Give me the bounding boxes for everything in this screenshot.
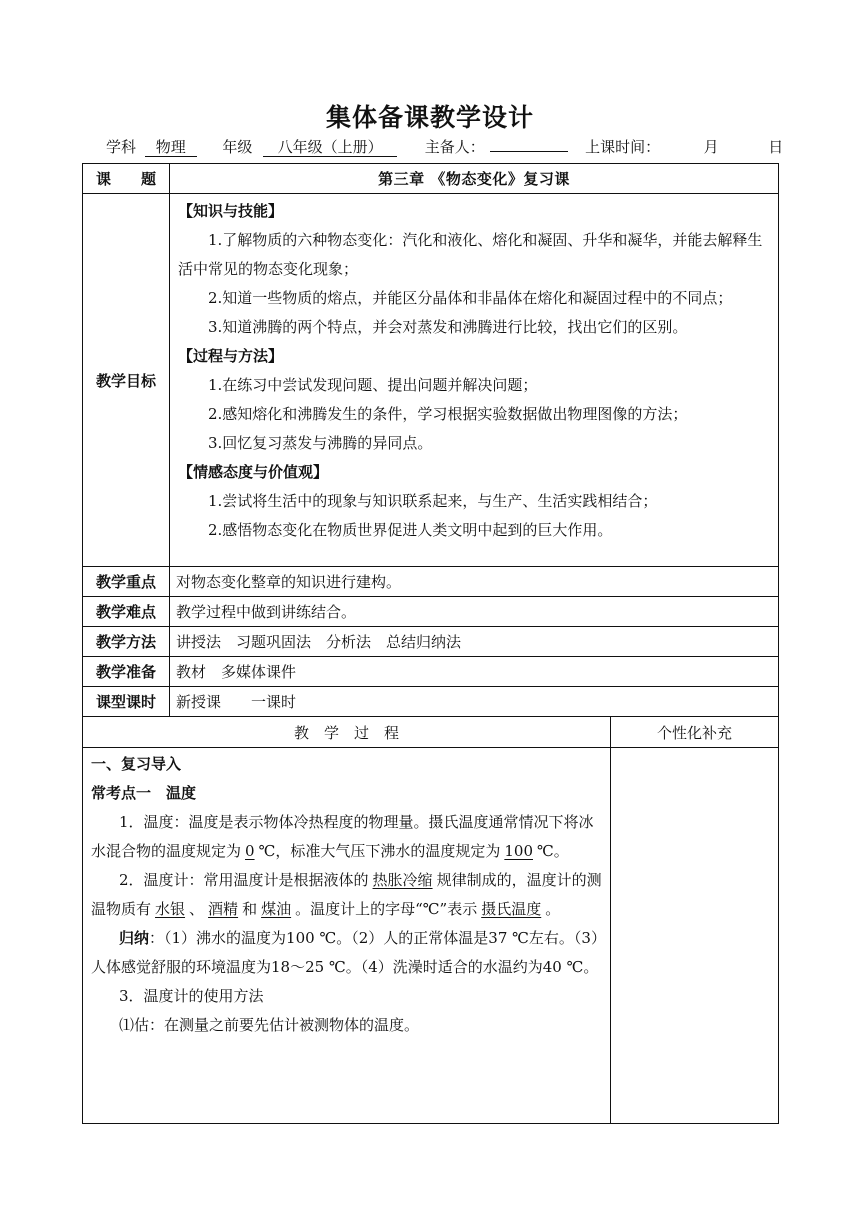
values-heading: 【情感态度与价值观】	[178, 463, 329, 481]
process-heading: 【过程与方法】	[178, 347, 284, 365]
method-label: 教学方法	[83, 627, 170, 657]
lesson-type-label: 课型课时	[83, 687, 170, 717]
summary-label: 归纳	[119, 929, 150, 947]
method-row	[83, 627, 779, 657]
values-item-1: 1.尝试将生活中的现象与知识联系起来，与生产、生活实践相结合；	[208, 492, 658, 510]
grade-label: 年级	[222, 138, 253, 156]
answer-blank: 酒精	[208, 900, 239, 918]
answer-blank: 水银	[155, 900, 186, 918]
grade-value: 八年级（上册）	[263, 138, 397, 157]
answer-blank: 0	[245, 842, 255, 860]
supplement-header: 个性化补充	[611, 717, 779, 748]
process-header-row	[83, 717, 779, 748]
difficulty-label: 教学难点	[83, 597, 170, 627]
paragraph-estimate: ⑴估：在测量之前要先估计被测物体的温度。	[119, 1016, 420, 1034]
key-point-label: 教学重点	[83, 567, 170, 597]
knowledge-heading: 【知识与技能】	[178, 202, 284, 220]
preparation-row	[83, 657, 779, 687]
paragraph-summary: 归纳：（1）沸水的温度为100 ℃。（2）人的正常体温是37 ℃左右。（3）人体感觉舒服的环境温度为18～25 ℃。（4）洗澡时适合的水温约为40 ℃。	[91, 929, 599, 976]
knowledge-item-2: 2.知道一些物质的熔点，并能区分晶体和非晶体在熔化和凝固过程中的不同点；	[208, 289, 733, 307]
preparation-label: 教学准备	[83, 657, 170, 687]
process-item-3: 3.回忆复习蒸发与沸腾的异同点。	[208, 434, 433, 452]
answer-blank: 热胀冷缩	[372, 871, 433, 889]
process-item-1: 1.在练习中尝试发现问题、提出问题并解决问题；	[208, 376, 538, 394]
section-review-intro: 一、复习导入	[91, 755, 182, 773]
answer-blank: 煤油	[261, 900, 292, 918]
class-time-label: 上课时间：	[585, 138, 661, 156]
document-title: 集体备课教学设计	[325, 103, 534, 132]
topic-label: 课 题	[83, 164, 170, 194]
answer-blank: 100	[504, 842, 533, 860]
paragraph-temperature-definition: 1．温度：温度是表示物体冷热程度的物理量。摄氏温度通常情况下将冰水混合物的温度规定为 0 ℃，标准大气压下沸水的温度规定为 100 ℃。	[91, 813, 594, 860]
objectives-label: 教学目标	[83, 194, 170, 567]
difficulty-value: 教学过程中做到讲练结合。	[170, 597, 779, 627]
preparation-value: 教材 多媒体课件	[170, 657, 779, 687]
subject-label: 学科	[106, 138, 137, 156]
process-item-2: 2.感知熔化和沸腾发生的条件，学习根据实验数据做出物理图像的方法；	[208, 405, 688, 423]
lesson-type-row	[83, 687, 779, 717]
paragraph-usage-title: 3．温度计的使用方法	[119, 987, 264, 1005]
objectives-row	[83, 194, 779, 567]
preparer-value	[490, 151, 568, 152]
knowledge-item-1: 1.了解物质的六种物态变化：汽化和液化、熔化和凝固、升华和凝华，并能去解释生活中常见的物态变化现象；	[178, 231, 763, 278]
preparer-label: 主备人：	[424, 138, 485, 156]
topic-row	[83, 164, 779, 194]
process-body-row	[83, 748, 779, 1124]
header-meta-line	[106, 136, 783, 157]
lesson-type-value: 新授课 一课时	[170, 687, 779, 717]
method-value: 讲授法 习题巩固法 分析法 总结归纳法	[170, 627, 779, 657]
month-label: 月	[703, 138, 719, 156]
objectives-content	[170, 194, 779, 567]
difficulty-row	[83, 597, 779, 627]
day-label: 日	[768, 138, 784, 156]
answer-blank: 摄氏温度	[481, 900, 542, 918]
subject-value: 物理	[145, 138, 197, 157]
lesson-plan-table	[82, 163, 779, 1124]
supplement-cell	[611, 748, 779, 1124]
key-point-value: 对物态变化整章的知识进行建构。	[170, 567, 779, 597]
knowledge-item-3: 3.知道沸腾的两个特点，并会对蒸发和沸腾进行比较，找出它们的区别。	[208, 318, 688, 336]
topic-value: 第三章 《物态变化》复习课	[170, 164, 779, 194]
process-header: 教 学 过 程	[83, 717, 611, 748]
paragraph-thermometer: 2．温度计：常用温度计是根据液体的 热胀冷缩 规律制成的，温度计的测温物质有 水银 、 酒精 和 煤油 。温度计上的字母“℃”表示 摄氏温度 。	[91, 871, 602, 918]
process-content	[83, 748, 611, 1124]
values-item-2: 2.感悟物态变化在物质世界促进人类文明中起到的巨大作用。	[208, 521, 613, 539]
section-temperature: 常考点一 温度	[91, 784, 197, 802]
key-point-row	[83, 567, 779, 597]
